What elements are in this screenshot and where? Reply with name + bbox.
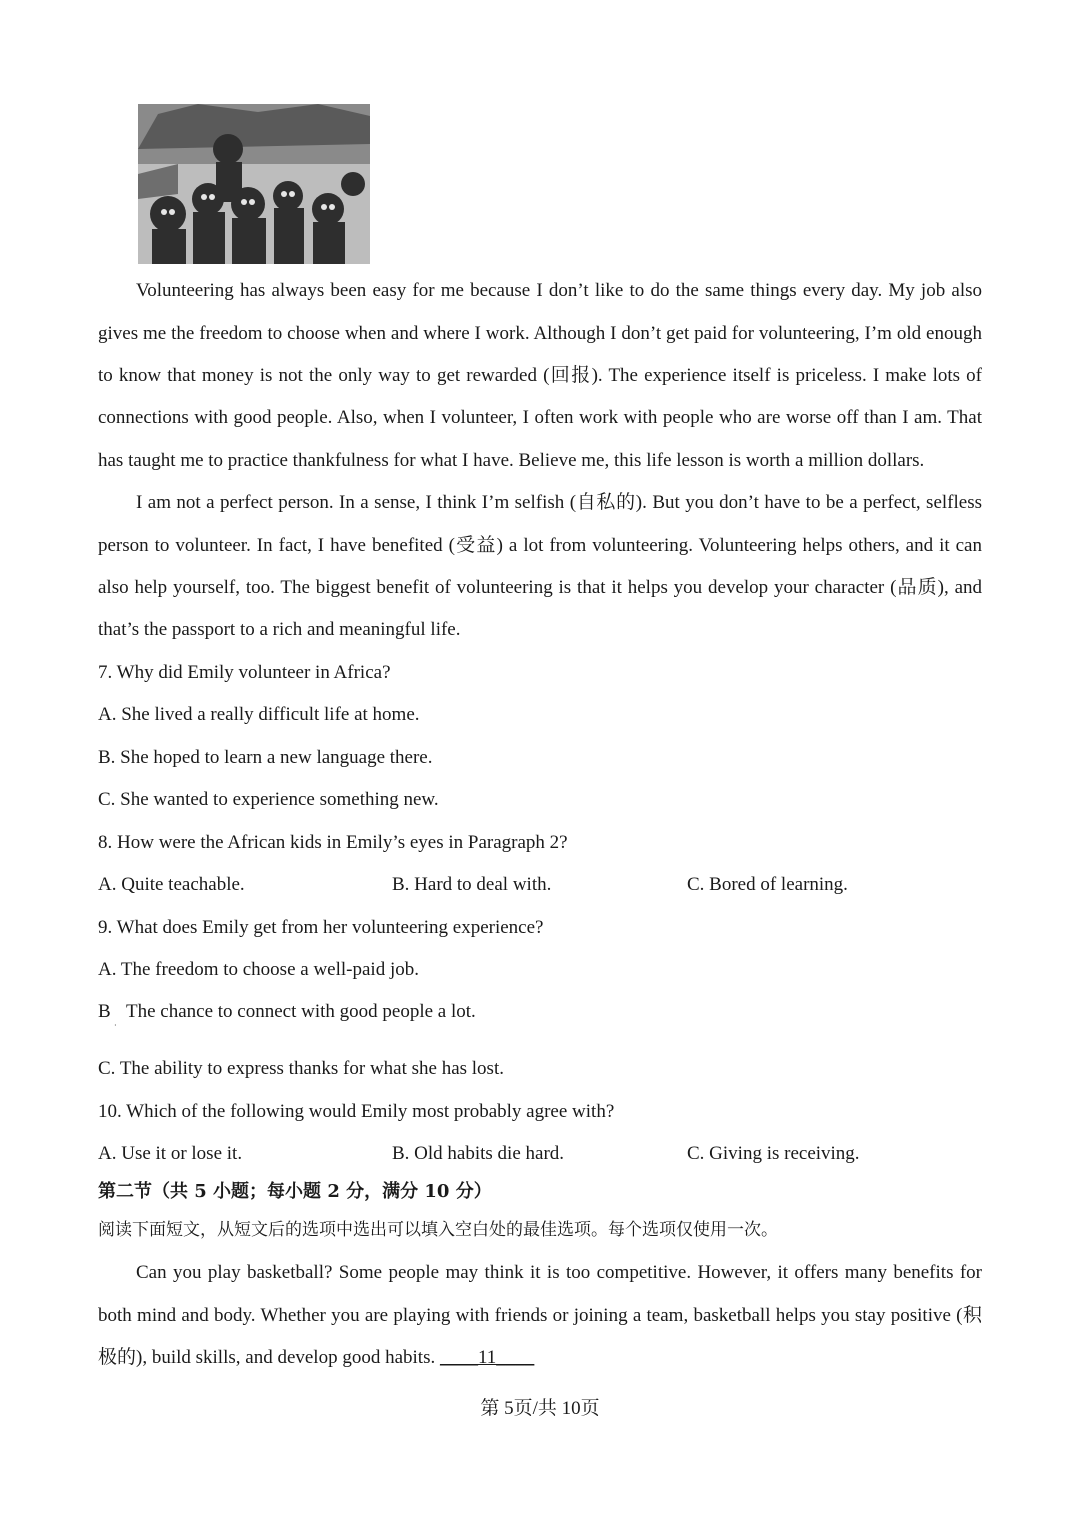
answer-option-letter: B bbox=[98, 1001, 111, 1022]
answer-option: A. The freedom to choose a well-paid job. bbox=[98, 959, 419, 980]
passage-line: Volunteering has always been easy for me because I don’t like to do the same things every day. My job also bbox=[136, 280, 982, 301]
section-instruction: 阅读下面短文，从短文后的选项中选出可以填入空白处的最佳选项。每个选项仅使用一次。 bbox=[98, 1220, 778, 1240]
answer-option: C. The ability to express thanks for what she has lost. bbox=[98, 1058, 504, 1079]
answer-option: C. Bored of learning. bbox=[687, 874, 848, 895]
answer-option: C. Giving is receiving. bbox=[687, 1143, 860, 1164]
photo-icon bbox=[138, 104, 370, 264]
photo-children-group bbox=[138, 104, 370, 264]
answer-option: The chance to connect with good people a lot. bbox=[126, 1001, 476, 1022]
passage-line: that’s the passport to a rich and meaningful life. bbox=[98, 619, 461, 640]
passage-line: gives me the freedom to choose when and where I work. Although I don’t get paid for volunteering, I’m old enough bbox=[98, 323, 982, 344]
question-stem: 7. Why did Emily volunteer in Africa? bbox=[98, 662, 391, 683]
answer-option: C. She wanted to experience something new. bbox=[98, 789, 439, 810]
passage-line: Can you play basketball? Some people may think it is too competitive. However, it offers many benefits for bbox=[136, 1262, 982, 1283]
blank-11[interactable]: ____11____ bbox=[439, 1347, 535, 1368]
passage-line: connections with good people. Also, when I volunteer, I often work with people who are worse off than I am. That bbox=[98, 407, 982, 428]
answer-option: A. She lived a really difficult life at home. bbox=[98, 704, 420, 725]
passage-line: also help yourself, too. The biggest benefit of volunteering is that it helps you develop your character (品质), and bbox=[98, 577, 982, 598]
answer-option: B. Old habits die hard. bbox=[392, 1143, 565, 1164]
passage-line: I am not a perfect person. In a sense, I think I’m selfish (自私的). But you don’t have to be a perfect, selfless bbox=[136, 492, 982, 513]
answer-option: B. Hard to deal with. bbox=[392, 874, 552, 895]
passage-line: has taught me to practice thankfulness for what I have. Believe me, this life lesson is worth a million dollars. bbox=[98, 450, 925, 471]
passage-text: 极的), build skills, and develop good habits. bbox=[98, 1347, 436, 1368]
passage-line: person to volunteer. In fact, I have benefited (受益) a lot from volunteering. Volunteering helps others, and it can bbox=[98, 535, 982, 556]
answer-option: A. Use it or lose it. bbox=[98, 1143, 243, 1164]
passage-line bbox=[98, 1346, 534, 1370]
page-footer: 第 5页/共 10页 bbox=[480, 1398, 600, 1419]
question-stem: 9. What does Emily get from her volunteering experience? bbox=[98, 917, 544, 938]
section-heading: 第二节（共 5 小题；每小题 2 分，满分 10 分） bbox=[98, 1181, 492, 1202]
passage-line: both mind and body. Whether you are playing with friends or joining a team, basketball helps you stay positive (积 bbox=[98, 1305, 982, 1326]
question-stem: 10. Which of the following would Emily most probably agree with? bbox=[98, 1101, 615, 1122]
question-stem: 8. How were the African kids in Emily’s eyes in Paragraph 2? bbox=[98, 832, 568, 853]
passage-line: to know that money is not the only way to get rewarded (回报). The experience itself is priceless. I make lots of bbox=[98, 365, 982, 386]
stray-dot: · bbox=[114, 1021, 117, 1030]
answer-option: A. Quite teachable. bbox=[98, 874, 245, 895]
answer-option: B. She hoped to learn a new language there. bbox=[98, 747, 433, 768]
